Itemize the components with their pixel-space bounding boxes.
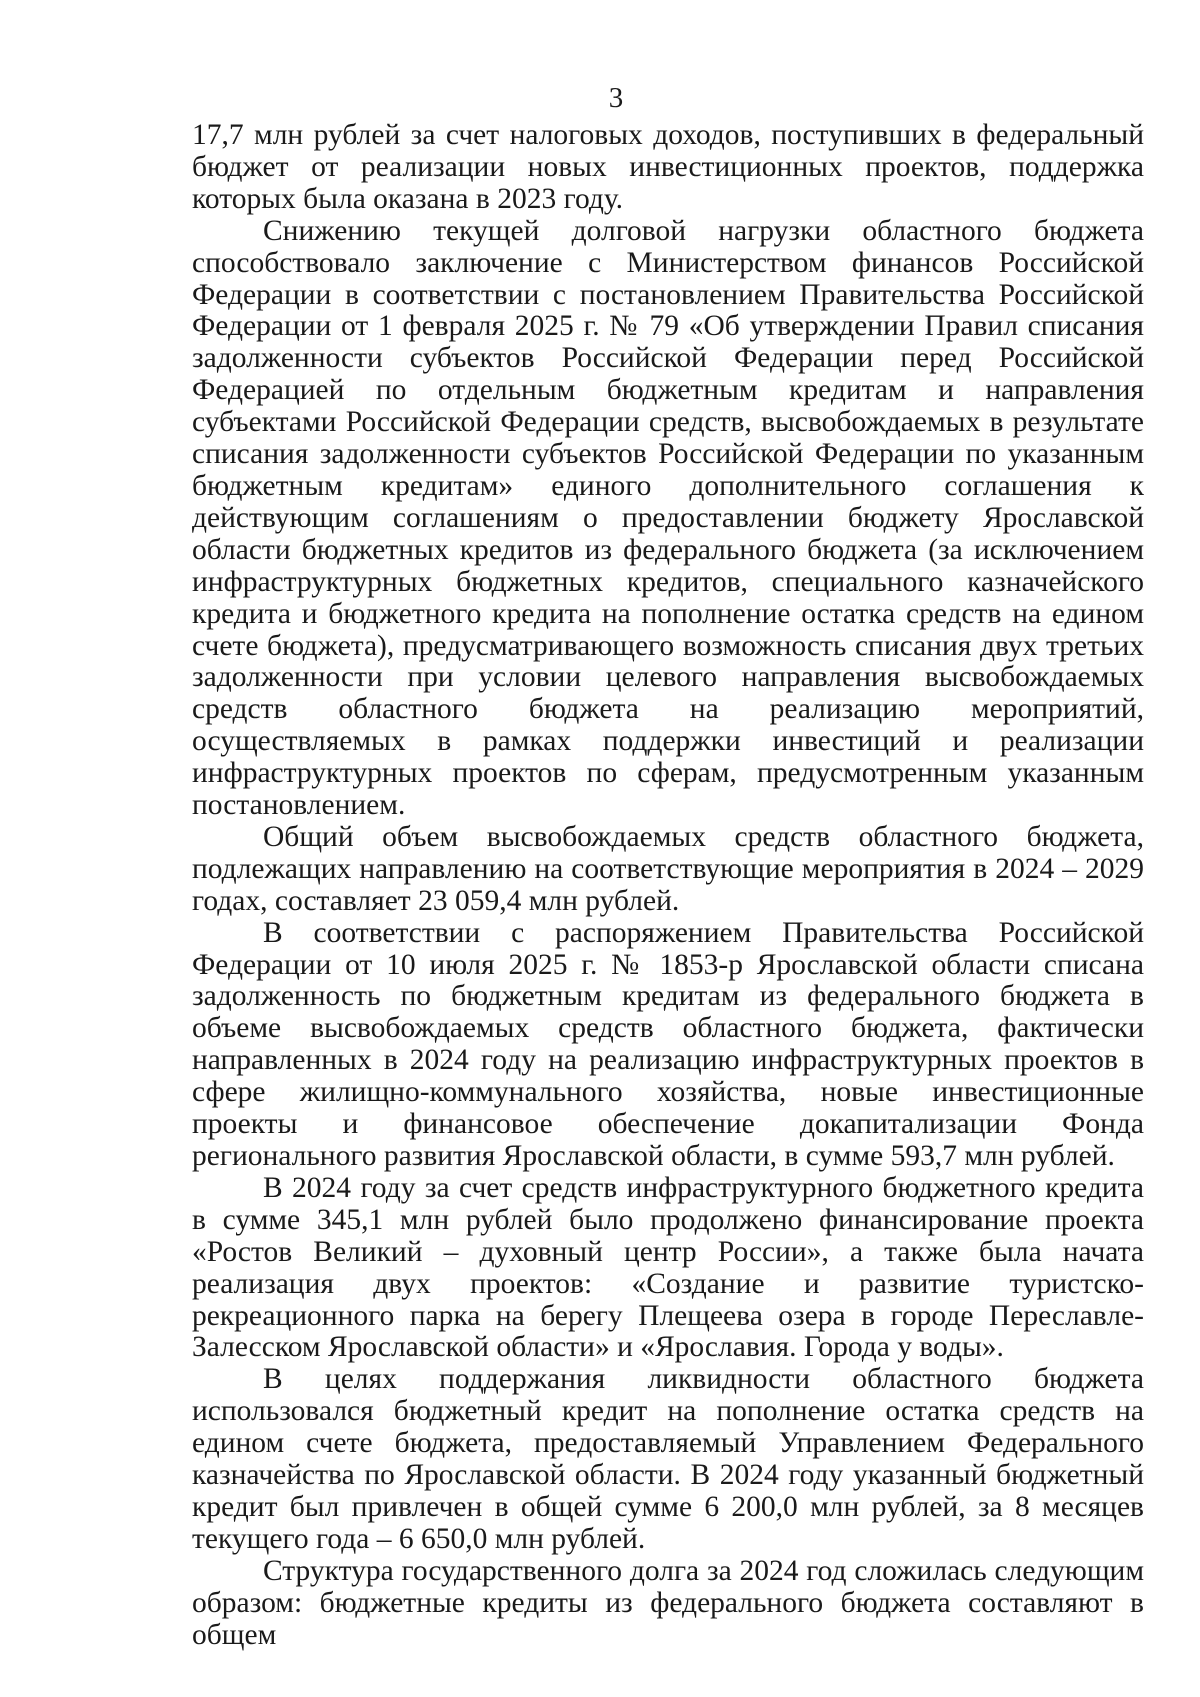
paragraph-released-funds-total: Общий объем высвобождаемых средств областного бюджета, подлежащих направлению на соответствующие мероприятия в 2024 – 2029 годах, составляет 23 059,4 млн рублей. xyxy=(192,820,1144,917)
paragraph-debt-reduction: Снижению текущей долговой нагрузки областного бюджета способствовало заключение с Министерством финансов Российской Федерации в соответствии с постановлением Правительства Российской Федерации от 1 февраля 2025 г. № 79 «Об утверждении Правил списания задолженности субъектов Российской Федерации перед Российской Федерацией по отдельным бюджетным кредитам и направления субъектами Российской Федерации средств, высвобождаемых в результате списания задолженности субъектов Российской Федерации по указанным бюджетным кредитам» единого дополнительного соглашения к действующим соглашениям о предоставлении бюджету Ярославской области бюджетных кредитов из федерального бюджета (за исключением инфраструктурных бюджетных кредитов, специального казначейского кредита и бюджетного кредита на пополнение остатка средств на едином счете бюджета), предусматривающего возможность списания двух третьих задолженности при условии целевого направления высвобождаемых средств областного бюджета на реализацию мероприятий, осуществляемых в рамках поддержки инвестиций и реализации инфраструктурных проектов по сферам, предусмотренным указанным постановлением. xyxy=(192,214,1144,822)
page-number: 3 xyxy=(608,82,624,114)
paragraph-infrastructure-credit: В 2024 году за счет средств инфраструктурного бюджетного кредита в сумме 345,1 млн рублей было продолжено финансирование проекта «Ростов Великий – духовный центр России», а также была начата реализация двух проектов: «Создание и развитие туристско-рекреационного парка на берегу Плещеева озера в городе Переславле-Залесском Ярославской области» и «Ярославия. Города у воды». xyxy=(192,1171,1144,1364)
paragraph-debt-structure: Структура государственного долга за 2024 год сложилась следующим образом: бюджетные кредиты из федерального бюджета составляют в общем xyxy=(192,1554,1144,1651)
paragraph-continuation: 17,7 млн рублей за счет налоговых доходов, поступивших в федеральный бюджет от реализации новых инвестиционных проектов, поддержка которых была оказана в 2023 году. xyxy=(192,119,1144,215)
paragraph-debt-write-off: В соответствии с распоряжением Правительства Российской Федерации от 10 июля 2025 г. № 1853-р Ярославской области списана задолженность по бюджетным кредитам из федерального бюджета в объеме высвобождаемых средств областного бюджета, фактически направленных в 2024 году на реализацию инфраструктурных проектов в сфере жилищно-коммунального хозяйства, новые инвестиционные проекты и финансовое обеспечение докапитализации Фонда регионального развития Ярославской области, в сумме 593,7 млн рублей. xyxy=(192,916,1144,1172)
body-text xyxy=(192,120,1144,1652)
paragraph-liquidity-credit: В целях поддержания ликвидности областного бюджета использовался бюджетный кредит на пополнение остатка средств на едином счете бюджета, предоставляемый Управлением Федерального казначейства по Ярославской области. В 2024 году указанный бюджетный кредит был привлечен в общей сумме 6 200,0 млн рублей, за 8 месяцев текущего года – 6 650,0 млн рублей. xyxy=(192,1363,1144,1555)
